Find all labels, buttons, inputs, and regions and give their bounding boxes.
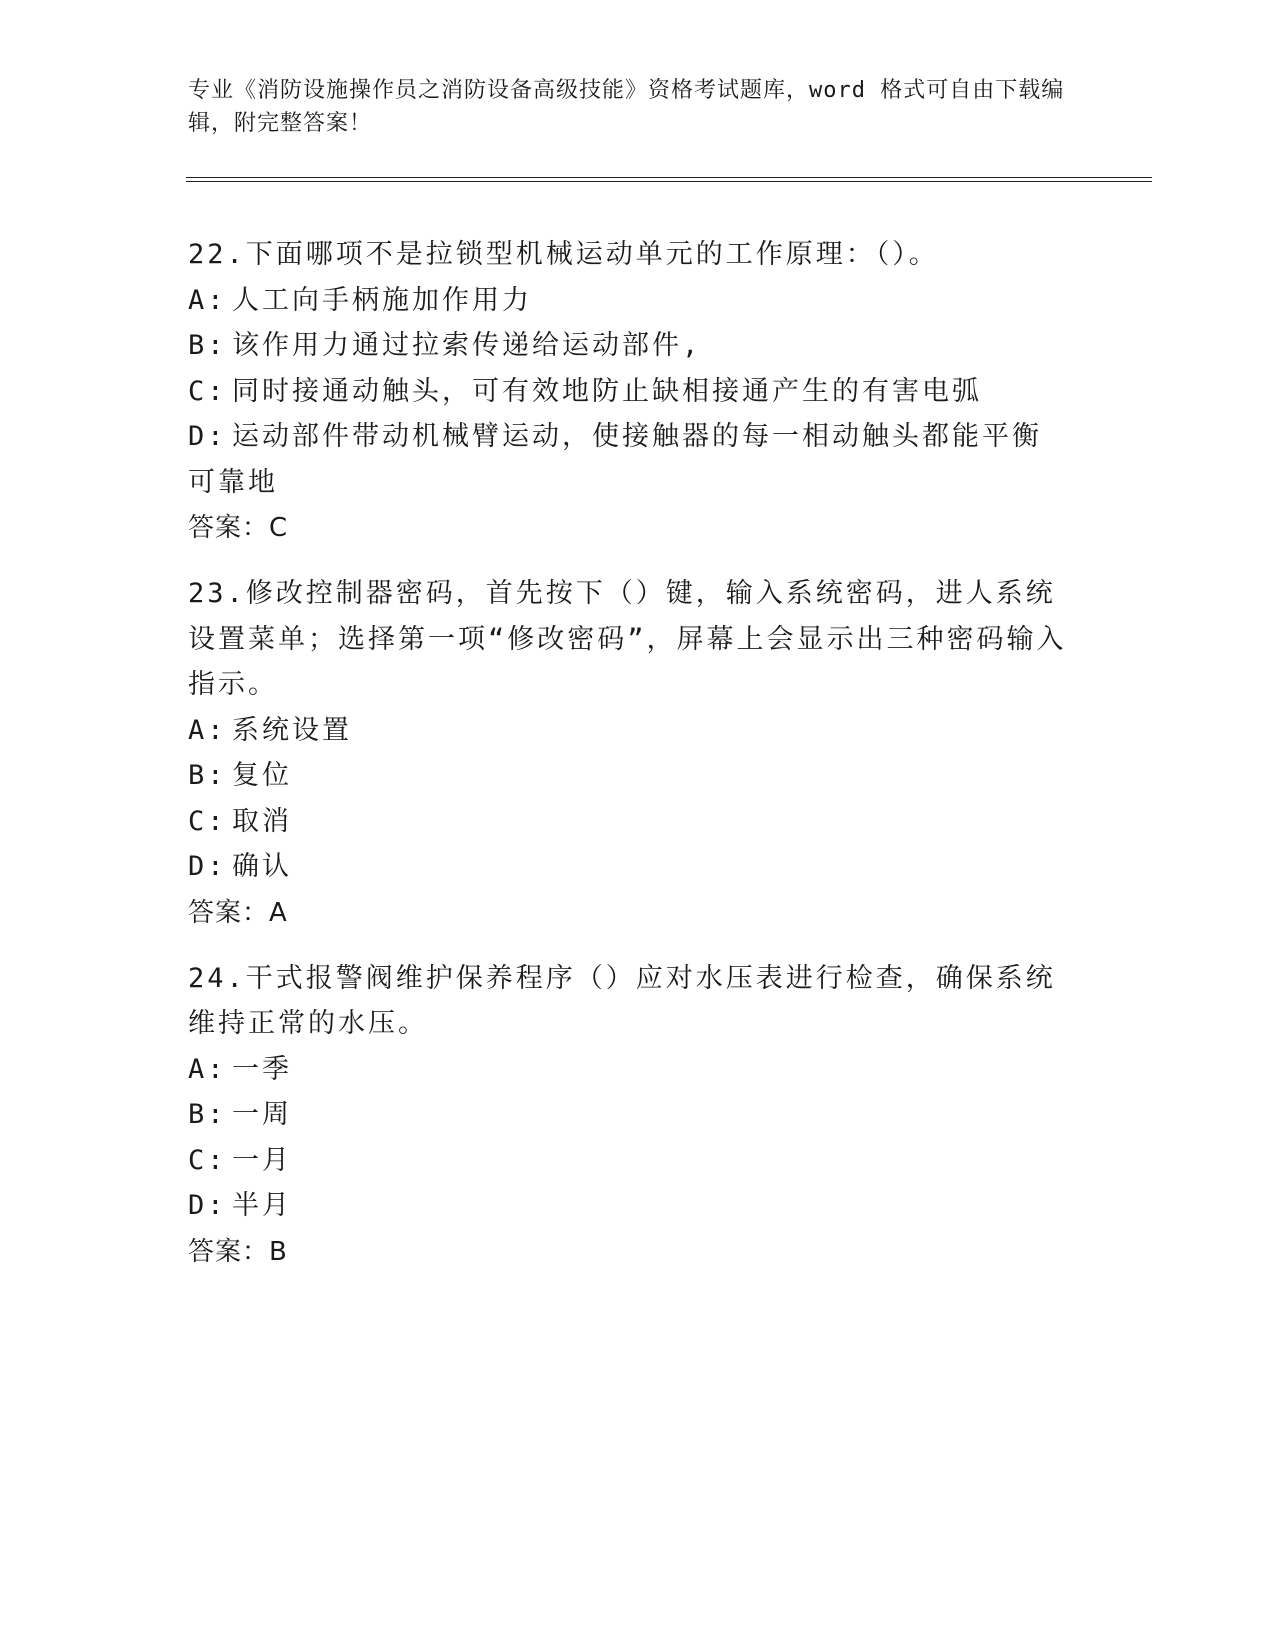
option-b [188, 753, 1068, 799]
option-text: 一季 [232, 1053, 292, 1085]
option-text: 取消 [232, 805, 292, 837]
question-text: 23.修改控制器密码，首先按下（）键，输入系统密码，进人系统设置菜单；选择第一项“修改密码”，屏幕上会显示出三种密码输入指示。 [188, 578, 1067, 700]
option-d [188, 1183, 1068, 1229]
option-text: 一月 [232, 1144, 292, 1176]
option-text: 人工向手柄施加作用力 [232, 284, 532, 316]
answer-label: 答案：B [188, 1236, 288, 1267]
option-prefix: B: [188, 760, 227, 791]
question-list [188, 232, 1068, 1295]
option-text: 一周 [232, 1099, 292, 1130]
option-text: 半月 [232, 1190, 292, 1221]
document-intro: 专业《消防设施操作员之消防设备高级技能》资格考试题库，word 格式可自由下载编辑，附完整答案！ [188, 78, 1065, 136]
option-text: 复位 [232, 760, 292, 791]
option-d [188, 844, 1068, 890]
option-b [188, 1092, 1068, 1138]
option-a [188, 708, 1068, 754]
question-23 [188, 571, 1068, 936]
option-prefix: A: [188, 284, 227, 316]
option-prefix: D: [188, 1190, 227, 1221]
question-text: 24.干式报警阀维护保养程序（）应对水压表进行检查，确保系统维持正常的水压。 [188, 962, 1056, 1039]
option-text: 同时接通动触头，可有效地防止缺相接通产生的有害电弧 [232, 375, 982, 407]
option-prefix: C: [188, 375, 227, 407]
option-text: 确认 [232, 851, 292, 882]
question-24 [188, 956, 1068, 1275]
option-a [188, 1047, 1068, 1093]
option-prefix: A: [188, 714, 227, 746]
option-prefix: A: [188, 1053, 227, 1085]
answer-label: 答案：C [188, 513, 289, 543]
header-divider-top [186, 177, 1152, 178]
option-text: 该作用力通过拉索传递给运动部件, [232, 330, 702, 361]
header-divider-bottom [186, 181, 1152, 182]
option-c [188, 799, 1068, 845]
option-prefix: B: [188, 1099, 227, 1130]
question-text: 22.下面哪项不是拉锁型机械运动单元的工作原理：（）。 [188, 239, 939, 270]
option-prefix: C: [188, 805, 227, 837]
question-22 [188, 232, 1068, 551]
option-prefix: D: [188, 851, 227, 882]
option-c [188, 369, 1068, 415]
option-b [188, 323, 1068, 369]
option-text: 运动部件带动机械臂运动，使接触器的每一相动触头都能平衡可靠地 [188, 421, 1042, 498]
option-prefix: D: [188, 421, 227, 452]
option-a [188, 278, 1068, 324]
option-d [188, 414, 1068, 505]
option-c [188, 1138, 1068, 1184]
answer-label: 答案：A [188, 897, 288, 928]
option-prefix: C: [188, 1144, 227, 1176]
option-text: 系统设置 [232, 714, 352, 746]
option-prefix: B: [188, 330, 227, 361]
